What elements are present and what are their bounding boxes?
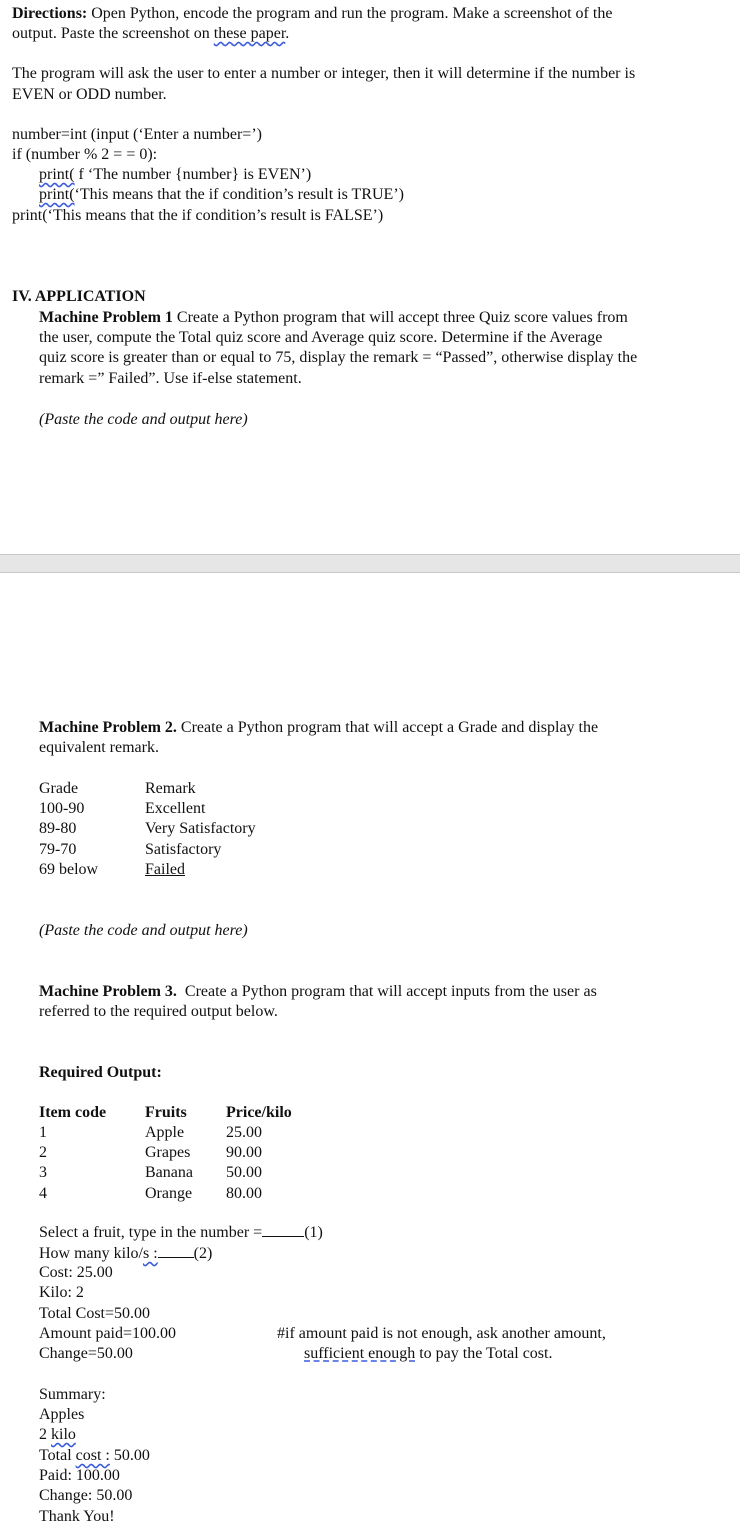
paste-instruction-2: (Paste the code and output here) [39,922,248,939]
intro-line-1: The program will ask the user to enter a number or integer, then it will determine if the number is [12,65,636,82]
fruit-cell: Grapes [145,1144,191,1161]
item-code-cell: 4 [39,1185,47,1202]
select-fruit-number: (1) [304,1224,323,1241]
grade-cell: 79-70 [39,841,77,858]
required-output-heading: Required Output: [39,1064,162,1081]
amount-paid-line: Amount paid=100.00 [39,1325,177,1342]
code-line-3-rest: f ‘The number {number} is EVEN’) [74,166,312,183]
these-paper-text: these paper [213,25,286,42]
item-code-header: Item code [39,1104,107,1121]
remark-cell: Very Satisfactory [145,820,256,837]
price-cell: 90.00 [226,1144,262,1161]
mp1-line-2: the user, compute the Total quiz score and Average quiz score. Determine if the Average [39,329,603,346]
item-code-cell: 3 [39,1164,47,1181]
code-line-1: number=int (input (‘Enter a number=’) [12,126,262,143]
mp2-line-1 [39,718,598,738]
item-code-cell: 1 [39,1124,47,1141]
mp2-line-2: equivalent remark. [39,739,159,756]
price-cell: 25.00 [226,1124,262,1141]
fruit-cell: Banana [145,1164,193,1181]
application-heading: IV. APPLICATION [12,288,146,305]
remark-cell: Satisfactory [145,841,222,858]
price-cell: 50.00 [226,1164,262,1181]
code-line-3 [39,165,311,185]
change-line: Change=50.00 [39,1345,133,1362]
kilo-line: Kilo: 2 [39,1284,84,1301]
price-cell: 80.00 [226,1185,262,1202]
summary-total [39,1446,150,1466]
page-separator [0,554,740,573]
remark-cell: Excellent [145,800,206,817]
mp3-text-1: Create a Python program that will accept inputs from the user as [176,983,597,1000]
grade-cell: 100-90 [39,800,85,817]
mp2-label: Machine Problem 2. [39,719,177,736]
thank-you: Thank You! [39,1508,115,1525]
select-fruit-text: Select a fruit, type in the number = [39,1224,263,1241]
grade-cell: 89-80 [39,820,77,837]
paste-instruction-1: (Paste the code and output here) [39,411,248,428]
note-line-2-rest: to pay the Total cost. [415,1345,553,1362]
fruits-header: Fruits [145,1104,187,1121]
directions-text: Open Python, encode the program and run the program. Make a screenshot of the [87,5,613,22]
cost-line: Cost: 25.00 [39,1264,113,1281]
item-code-cell: 2 [39,1144,47,1161]
summary-total-label: Total [39,1447,76,1464]
mp3-line-1 [39,982,597,1002]
blank-line [262,1222,304,1237]
select-fruit-line [39,1222,323,1243]
summary-kilo [39,1425,76,1445]
intro-line-2: EVEN or ODD number. [12,86,167,103]
code-line-5: print(‘This means that the if condition’s result is FALSE’) [12,207,384,224]
summary-paid: Paid: 100.00 [39,1467,120,1484]
directions-line-1 [12,4,612,24]
summary-total-value: 50.00 [109,1447,150,1464]
mp1-line-4: remark =” Failed”. Use if-else statement. [39,370,302,387]
summary-kilo-word: kilo [51,1426,76,1443]
kilo-s-text: s : [143,1245,158,1262]
price-header: Price/kilo [226,1104,292,1121]
code-line-2: if (number % 2 = = 0): [12,146,158,163]
grade-header: Grade [39,780,79,797]
summary-heading: Summary: [39,1386,106,1403]
grade-cell: 69 below [39,861,99,878]
mp3-line-2: referred to the required output below. [39,1003,278,1020]
summary-cost-word: cost : [75,1447,110,1464]
mp1-line-3: quiz score is greater than or equal to 75, display the remark = “Passed”, otherwise display the [39,349,638,366]
print-keyword: print( [39,166,75,183]
summary-change: Change: 50.00 [39,1487,133,1504]
directions-text-2: output. Paste the screenshot on [12,25,214,42]
code-line-4 [39,185,404,205]
directions-label: Directions: [12,5,88,22]
mp1-text-1: Create a Python program that will accept three Quiz score values from [172,309,628,326]
note-line-1: #if amount paid is not enough, ask another amount, [277,1325,606,1342]
directions-end: . [285,25,290,42]
kilo-number: (2) [193,1245,213,1262]
fruit-cell: Apple [145,1124,185,1141]
summary-kilo-count: 2 [39,1426,51,1443]
total-cost-line: Total Cost=50.00 [39,1305,151,1322]
print-keyword-2: print( [39,186,75,203]
mp2-text-1: Create a Python program that will accept a Grade and display the [176,719,599,736]
mp3-label: Machine Problem 3. [39,983,177,1000]
remark-cell: Failed [145,861,185,878]
note-line-2 [304,1344,552,1364]
code-line-4-rest: ‘This means that the if condition’s result is TRUE’) [74,186,404,203]
fruit-cell: Orange [145,1185,193,1202]
mp1-label: Machine Problem 1 [39,309,173,326]
directions-line-2 [12,24,289,44]
blank-line [158,1243,194,1258]
mp1-line-1 [39,308,628,328]
sufficient-enough-text: sufficient enough [304,1345,416,1362]
remark-header: Remark [145,780,196,797]
how-many-kilo-text: How many kilo/ [39,1245,143,1262]
summary-fruit: Apples [39,1406,85,1423]
how-many-kilo-line [39,1243,212,1264]
